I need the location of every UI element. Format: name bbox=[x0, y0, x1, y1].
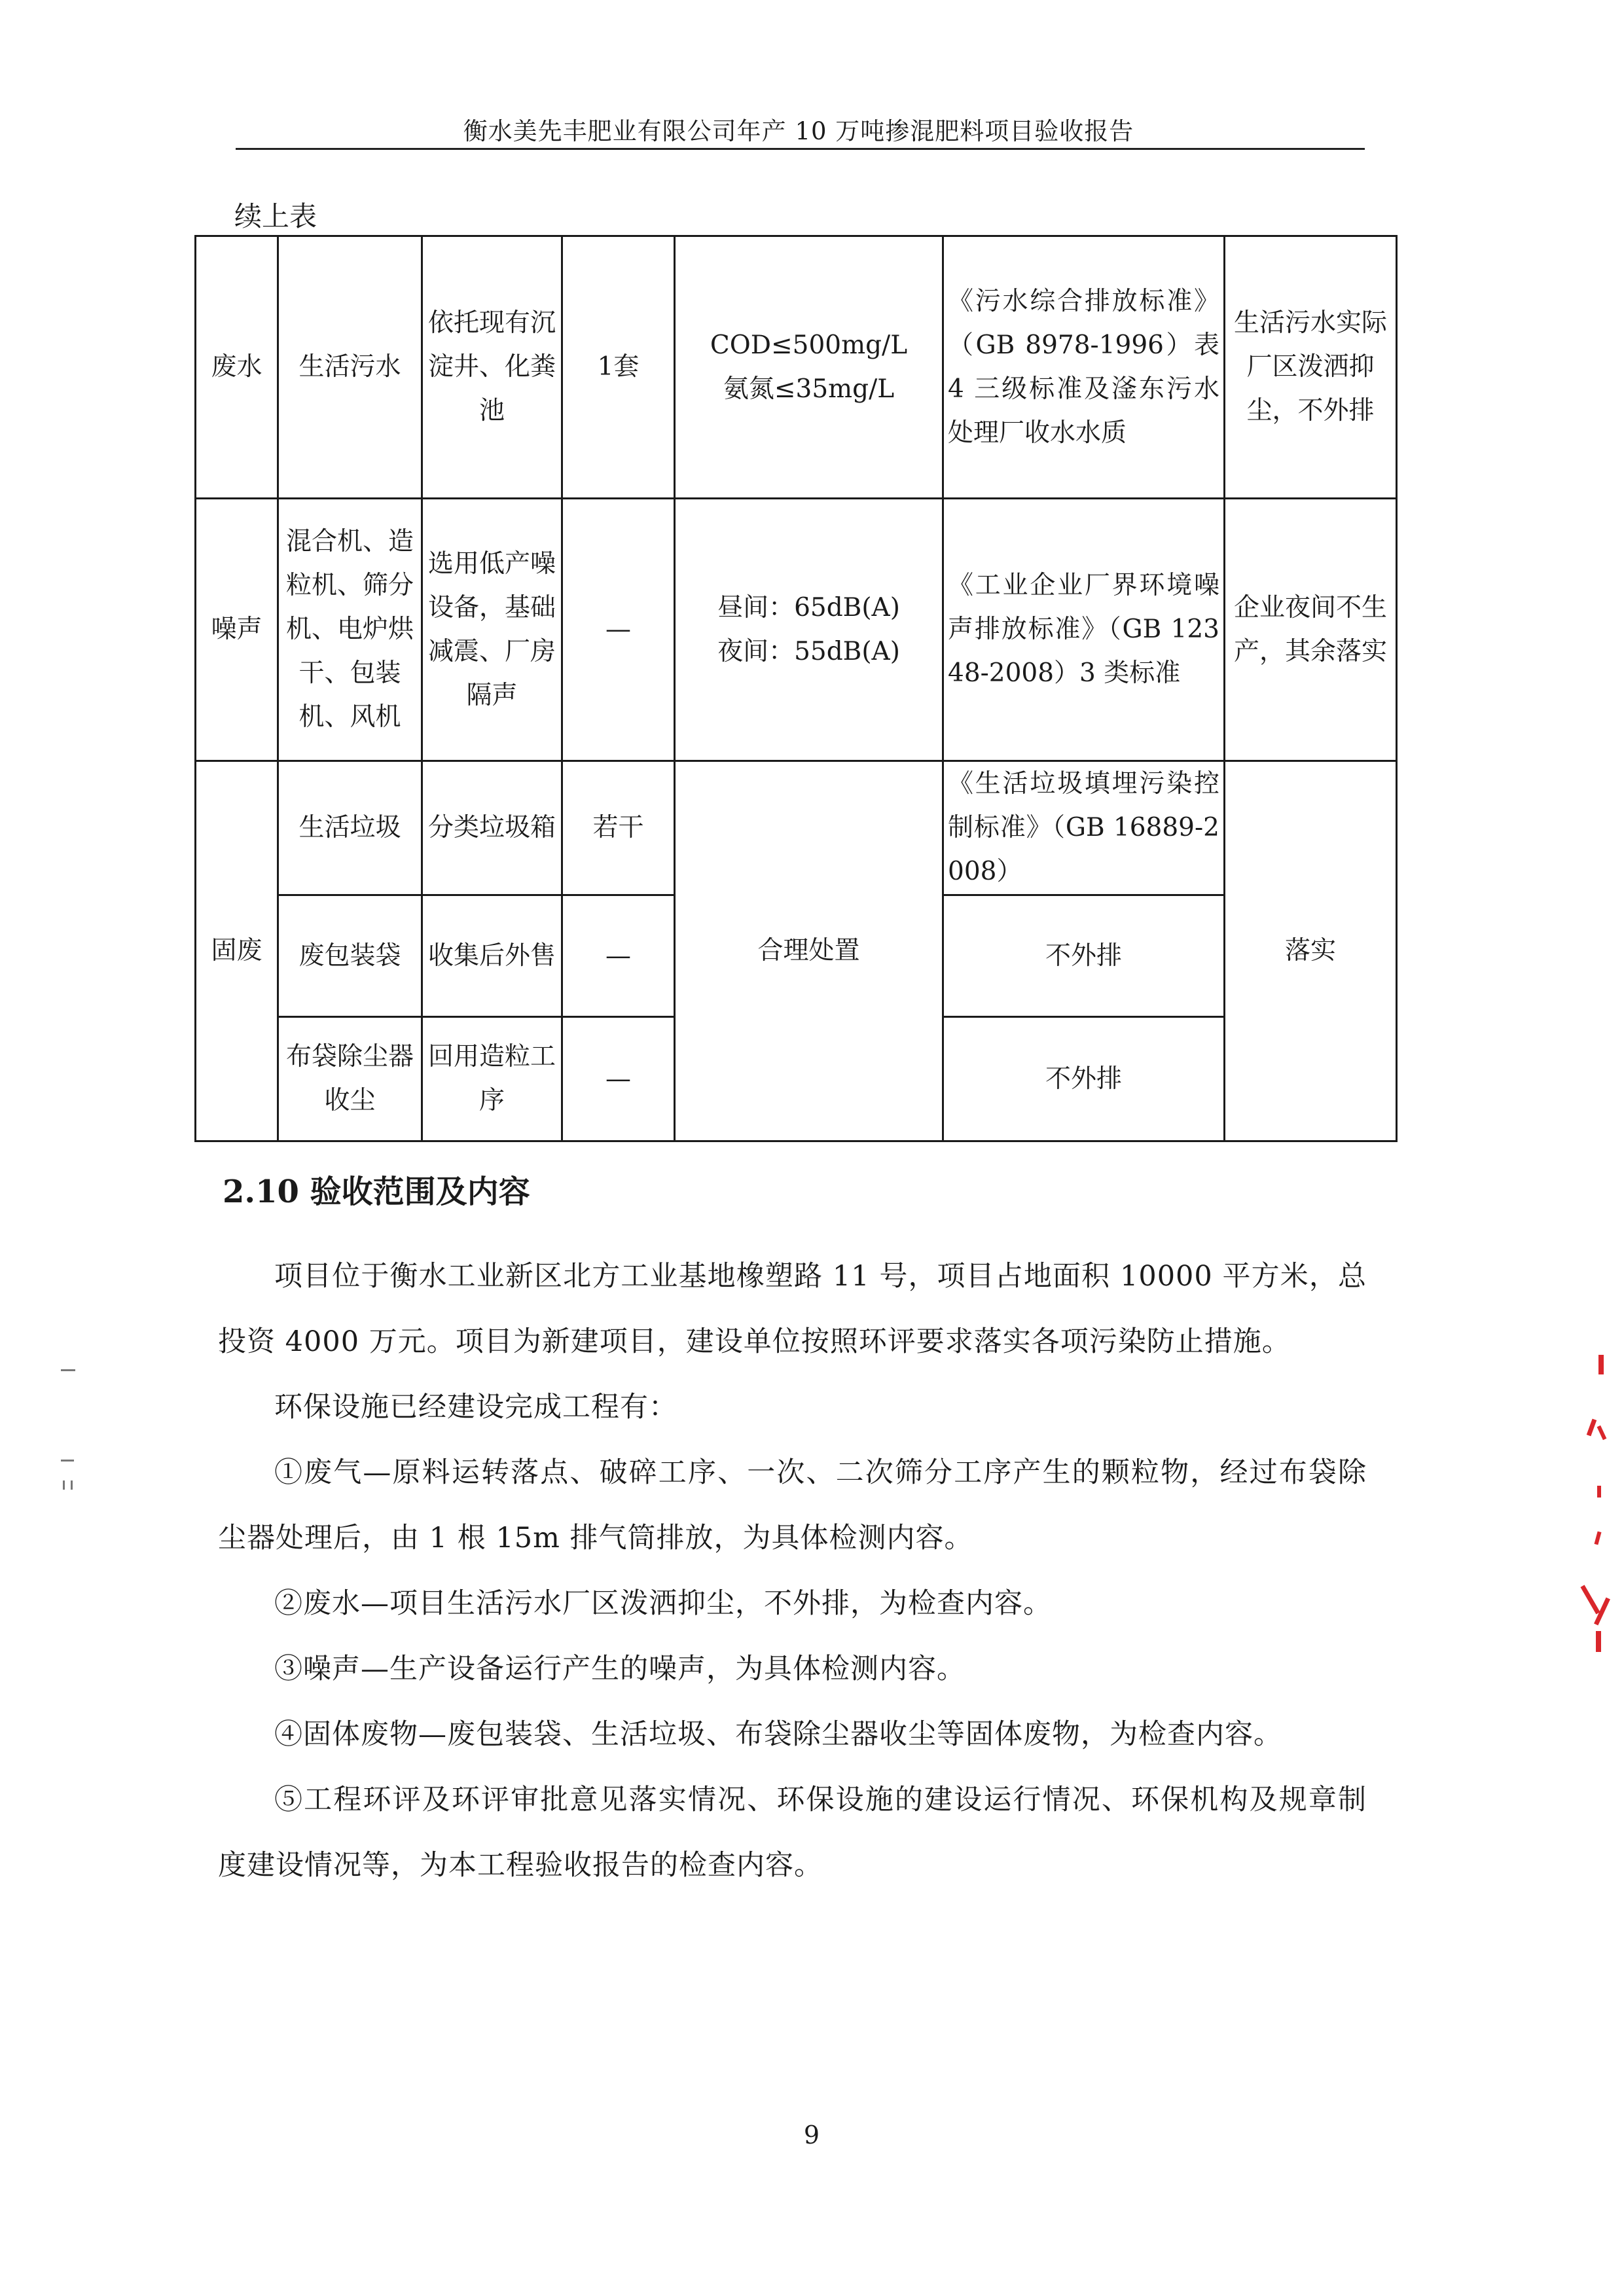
standard-cell: 《生活垃圾填埋污染控制标准》（GB 16889-2008） bbox=[943, 761, 1225, 895]
measure-cell: 收集后外售 bbox=[422, 895, 562, 1016]
measure-cell: 依托现有沉淀井、化粪池 bbox=[422, 236, 562, 499]
limit-cell: 合理处置 bbox=[675, 761, 943, 1141]
seal-fragment bbox=[1587, 1419, 1597, 1437]
quantity-cell: 若干 bbox=[562, 761, 675, 895]
paragraph: ③噪声—生产设备运行产生的噪声，为具体检测内容。 bbox=[274, 1653, 965, 1685]
seal-fragment bbox=[1580, 1585, 1600, 1614]
section-body bbox=[218, 1244, 1367, 1898]
header-rule bbox=[236, 148, 1365, 150]
seal-fragment bbox=[1597, 1426, 1607, 1440]
source-cell: 生活污水 bbox=[278, 236, 422, 499]
section-title: 2.10 验收范围及内容 bbox=[223, 1174, 530, 1210]
standard-cell: 《工业企业厂界环境噪声排放标准》（GB 12348-2008）3 类标准 bbox=[943, 498, 1225, 761]
standard-cell: 《污水综合排放标准》（GB 8978-1996）表 4 三级标准及滏东污水处理厂收水水质 bbox=[943, 236, 1225, 499]
standard-cell: 不外排 bbox=[943, 1016, 1225, 1141]
status-cell: 生活污水实际厂区泼洒抑尘，不外排 bbox=[1225, 236, 1397, 499]
source-cell: 混合机、造粒机、筛分机、电炉烘干、包装机、风机 bbox=[278, 498, 422, 761]
paragraph: ⑤工程环评及环评审批意见落实情况、环保设施的建设运行情况、环保机构及规章制度建设情况等，为本工程验收报告的检查内容。 bbox=[218, 1784, 1367, 1882]
limit-line: 昼间：65dB(A) bbox=[717, 592, 900, 622]
status-cell: 落实 bbox=[1225, 761, 1397, 1141]
standard-cell: 不外排 bbox=[943, 895, 1225, 1016]
limit-cell bbox=[675, 236, 943, 499]
source-cell: 布袋除尘器收尘 bbox=[278, 1016, 422, 1141]
paragraph: ④固体废物—废包装袋、生活垃圾、布袋除尘器收尘等固体废物，为检查内容。 bbox=[274, 1718, 1282, 1751]
measure-cell: 回用造粒工序 bbox=[422, 1016, 562, 1141]
page-header: 衡水美先丰肥业有限公司年产 10 万吨掺混肥料项目验收报告 bbox=[463, 117, 1134, 145]
limit-line: 夜间：55dB(A) bbox=[717, 636, 900, 666]
paragraph: ①废气—原料运转落点、破碎工序、一次、二次筛分工序产生的颗粒物，经过布袋除尘器处理后，由 1 根 15m 排气筒排放，为具体检测内容。 bbox=[218, 1456, 1367, 1554]
seal-fragment bbox=[1597, 1486, 1601, 1498]
seal-fragment bbox=[1596, 1631, 1601, 1652]
continued-label: 续上表 bbox=[234, 200, 317, 232]
paragraph: ②废水—项目生活污水厂区泼洒抑尘，不外排，为检查内容。 bbox=[274, 1587, 1052, 1620]
measure-cell: 选用低产噪设备，基础减震、厂房隔声 bbox=[422, 498, 562, 761]
category-cell: 废水 bbox=[196, 236, 278, 499]
category-cell: 固废 bbox=[196, 761, 278, 1141]
category-cell: 噪声 bbox=[196, 498, 278, 761]
environmental-measures-table bbox=[194, 235, 1398, 1142]
limit-cell bbox=[675, 498, 943, 761]
binding-mark bbox=[61, 1369, 75, 1371]
table-row bbox=[196, 761, 1397, 895]
limit-line: 氨氮≤35mg/L bbox=[723, 374, 895, 404]
source-cell: 生活垃圾 bbox=[278, 761, 422, 895]
quantity-cell: 1套 bbox=[562, 236, 675, 499]
paragraph: 项目位于衡水工业新区北方工业基地橡塑路 11 号，项目占地面积 10000 平方米，总投资 4000 万元。项目为新建项目，建设单位按照环评要求落实各项污染防止措施。 bbox=[218, 1260, 1367, 1358]
binding-mark bbox=[63, 1480, 65, 1490]
page-number: 9 bbox=[803, 2121, 820, 2149]
quantity-cell: — bbox=[562, 895, 675, 1016]
limit-line: COD≤500mg/L bbox=[710, 330, 908, 360]
status-cell: 企业夜间不生产，其余落实 bbox=[1225, 498, 1397, 761]
quantity-cell: — bbox=[562, 1016, 675, 1141]
table-row bbox=[196, 498, 1397, 761]
binding-mark bbox=[61, 1460, 74, 1462]
paragraph: 环保设施已经建设完成工程有： bbox=[274, 1391, 677, 1424]
table-row bbox=[196, 236, 1397, 499]
binding-mark bbox=[71, 1480, 73, 1490]
seal-fragment bbox=[1598, 1355, 1604, 1374]
seal-fragment bbox=[1595, 1532, 1602, 1545]
measure-cell: 分类垃圾箱 bbox=[422, 761, 562, 895]
quantity-cell: — bbox=[562, 498, 675, 761]
source-cell: 废包装袋 bbox=[278, 895, 422, 1016]
